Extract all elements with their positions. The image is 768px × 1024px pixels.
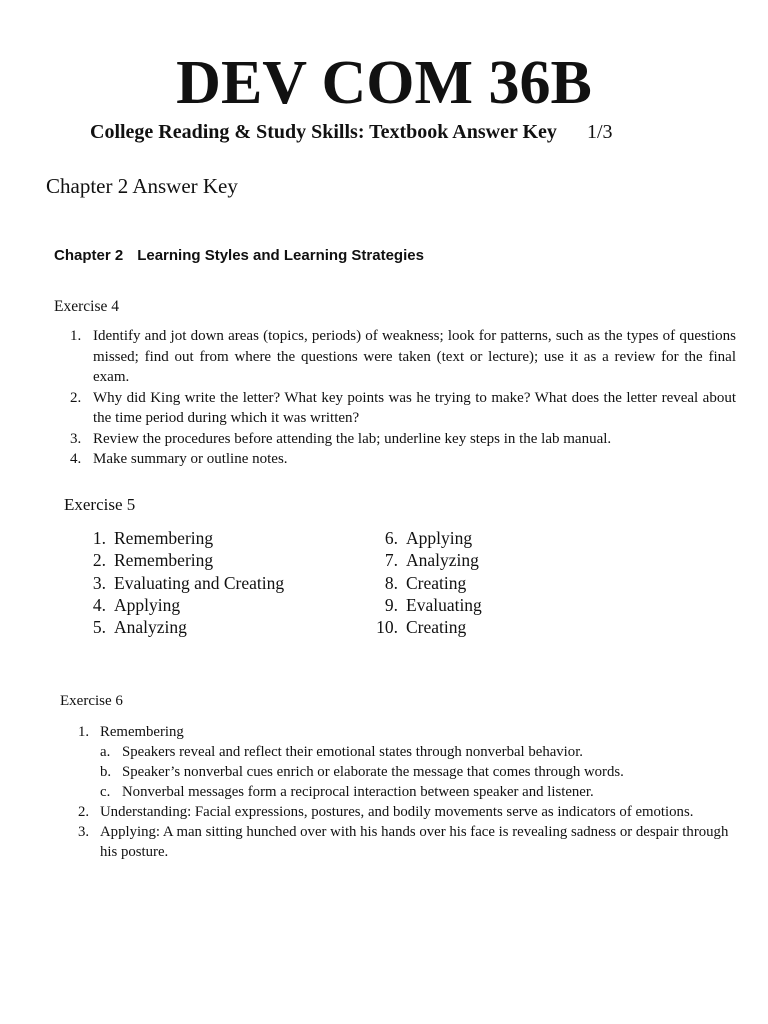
- list-item: [74, 722, 736, 742]
- item-number: 10.: [376, 617, 398, 638]
- subtitle-text: College Reading & Study Skills: Textbook Answer Key: [90, 121, 557, 143]
- sub-item: [74, 782, 736, 802]
- item-text: Creating: [406, 572, 467, 593]
- item-number: 4.: [92, 594, 106, 615]
- list-item: [66, 326, 736, 388]
- exercise-5-left-column: [70, 527, 284, 638]
- page-subtitle: [90, 121, 613, 144]
- item-text: Why did King write the letter? What key points was he trying to make? What does the letter reveal about the time period during which it was written?: [93, 389, 736, 426]
- item-text: Evaluating: [406, 594, 482, 615]
- item-number: 6.: [384, 528, 398, 548]
- list-item: [70, 594, 284, 616]
- sub-item-letter: a.: [100, 744, 111, 760]
- item-text: Analyzing: [114, 617, 187, 638]
- list-item: [70, 572, 284, 594]
- book-chapter-title: Learning Styles and Learning Strategies: [137, 247, 424, 264]
- item-text: Remembering: [114, 528, 214, 548]
- item-number: 8.: [384, 572, 398, 593]
- exercise-5-heading: Exercise 5: [64, 495, 136, 514]
- item-text: Remembering: [114, 550, 214, 571]
- item-number: 2.: [78, 804, 90, 820]
- item-text: Applying: [114, 594, 181, 615]
- sub-item-letter: b.: [100, 764, 112, 780]
- item-number: 9.: [384, 594, 398, 615]
- list-item: [362, 616, 482, 638]
- list-item: [70, 527, 284, 549]
- item-number: 2.: [92, 550, 106, 571]
- exercise-4-heading: Exercise 4: [54, 298, 119, 315]
- item-text: Review the procedures before attending the lab; underline key steps in the lab manual.: [93, 430, 612, 447]
- exercise-6-list: [74, 722, 736, 862]
- item-number: 5.: [92, 617, 106, 638]
- list-item: [70, 616, 284, 638]
- sub-item: [74, 742, 736, 762]
- book-chapter-label: Chapter 2: [54, 247, 124, 264]
- item-text: Make summary or outline notes.: [93, 451, 288, 467]
- item-text: Identify and jot down areas (topics, periods) of weakness; look for patterns, such as the types of questions missed; find out from where the questions were taken (text or lecture); use it as a review for the final exam.: [93, 328, 736, 385]
- list-item: [70, 549, 284, 571]
- item-number: 3.: [92, 572, 106, 593]
- item-number: 1.: [70, 328, 82, 344]
- sub-item: [74, 762, 736, 782]
- item-text: Remembering: [100, 724, 184, 740]
- page-title: DEV COM 36B: [176, 49, 592, 117]
- item-text: Analyzing: [406, 550, 479, 571]
- chapter-answer-key-heading: Chapter 2 Answer Key: [46, 174, 238, 198]
- item-number: 4.: [70, 451, 82, 467]
- item-number: 1.: [92, 528, 106, 548]
- item-number: 3.: [70, 430, 82, 447]
- list-item: [362, 549, 482, 571]
- list-item: [362, 572, 482, 594]
- item-number: 1.: [78, 724, 90, 740]
- item-text: Applying: A man sitting hunched over with his hands over his face is revealing sadness or despair through his posture.: [100, 824, 729, 860]
- book-chapter-heading: [54, 247, 424, 264]
- exercise-6-heading: Exercise 6: [60, 693, 123, 709]
- sub-item-text: Nonverbal messages form a reciprocal interaction between speaker and listener.: [122, 784, 594, 800]
- exercise-4-list: [66, 326, 736, 470]
- page-indicator: 1/3: [586, 121, 613, 143]
- list-item: [362, 594, 482, 616]
- sub-item-text: Speakers reveal and reflect their emotional states through nonverbal behavior.: [122, 744, 584, 760]
- item-text: Understanding: Facial expressions, postures, and bodily movements serve as indicators of emotions.: [100, 804, 694, 820]
- sub-item-text: Speaker’s nonverbal cues enrich or elaborate the message that comes through words.: [122, 764, 624, 780]
- item-text: Applying: [406, 528, 473, 548]
- item-text: Creating: [406, 617, 467, 638]
- item-number: 3.: [78, 824, 90, 840]
- item-number: 7.: [384, 550, 398, 571]
- list-item: [66, 429, 736, 450]
- exercise-5-right-column: [362, 527, 482, 638]
- item-number: 2.: [70, 389, 82, 406]
- list-item: [362, 527, 482, 549]
- list-item: [66, 449, 736, 470]
- sub-item-letter: c.: [100, 784, 111, 800]
- item-text: Evaluating and Creating: [114, 572, 285, 593]
- list-item: [74, 802, 736, 822]
- list-item: [74, 822, 736, 862]
- list-item: [66, 388, 736, 429]
